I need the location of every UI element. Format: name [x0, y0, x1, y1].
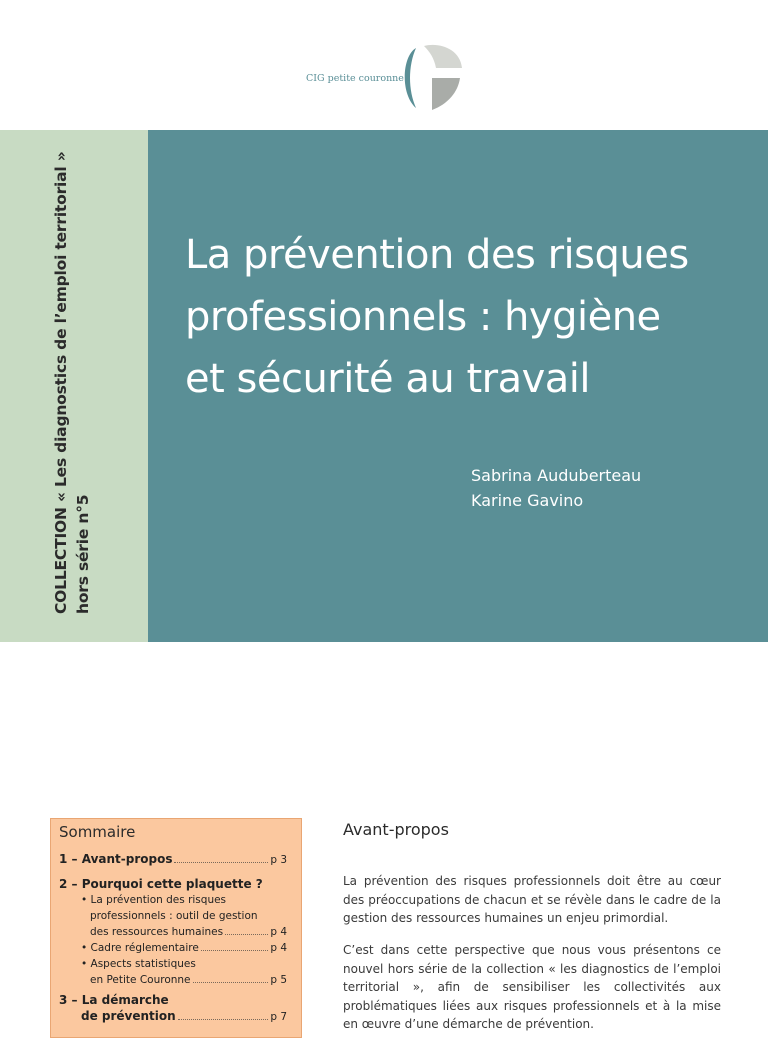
avant-propos-paragraph: La prévention des risques professionnels doit être au cœur des préoccupations de chacun et se révèle dans le cadre de la gestion des ressources humaines un enjeu primordial.: [343, 874, 721, 925]
sommaire-title: Sommaire: [59, 823, 136, 841]
toc-page: p 3: [270, 854, 287, 866]
title-line: professionnels : hygiène: [185, 294, 661, 340]
collection-label: [50, 151, 94, 614]
toc-subentry[interactable]: des ressources humaines p 4: [90, 926, 287, 938]
toc-subentry[interactable]: en Petite Couronne p 5: [90, 974, 287, 986]
toc-page: p 4: [270, 942, 287, 954]
cover-title: [185, 224, 745, 410]
author-name: Sabrina Auduberteau: [471, 466, 642, 485]
toc-page: p 5: [270, 974, 287, 986]
toc-page: p 4: [270, 926, 287, 938]
collection-line: COLLECTION « Les diagnostics de l’emploi territorial »: [52, 151, 70, 614]
cig-logo-mark-icon: [402, 44, 464, 112]
logo-text: CIG petite couronne: [306, 73, 404, 84]
collection-issue: hors série n°5: [74, 494, 92, 614]
avant-propos-paragraph: C’est dans cette perspective que nous vous présentons ce nouvel hors série de la collection « les diagnostics de l’emploi territorial », afin de sensibiliser les collectivités aux problématiques liées aux risques professionnels et à la mise en œuvre d’une démarche de prévention.: [343, 943, 721, 1031]
avant-propos-title: Avant-propos: [343, 820, 449, 839]
toc-entry[interactable]: 3 – La démarche: [59, 993, 169, 1007]
toc-page: p 7: [270, 1011, 287, 1023]
author-name: Karine Gavino: [471, 491, 584, 510]
toc-subentry[interactable]: • La prévention des risques: [81, 894, 227, 906]
toc-entry[interactable]: 1 – Avant-propos p 3: [59, 852, 287, 866]
toc-entry[interactable]: 2 – Pourquoi cette plaquette ?: [59, 877, 263, 891]
cig-logo: [300, 44, 470, 114]
sommaire-box: [50, 818, 302, 1038]
toc-subentry[interactable]: • Cadre réglementaire p 4: [81, 942, 287, 954]
title-line: et sécurité au travail: [185, 356, 590, 402]
authors: [471, 463, 641, 513]
toc-subentry[interactable]: • Aspects statistiques: [81, 958, 196, 970]
title-line: La prévention des risques: [185, 232, 689, 278]
toc-subentry[interactable]: professionnels : outil de gestion: [90, 910, 258, 922]
toc-entry[interactable]: de prévention p 7: [81, 1009, 287, 1023]
